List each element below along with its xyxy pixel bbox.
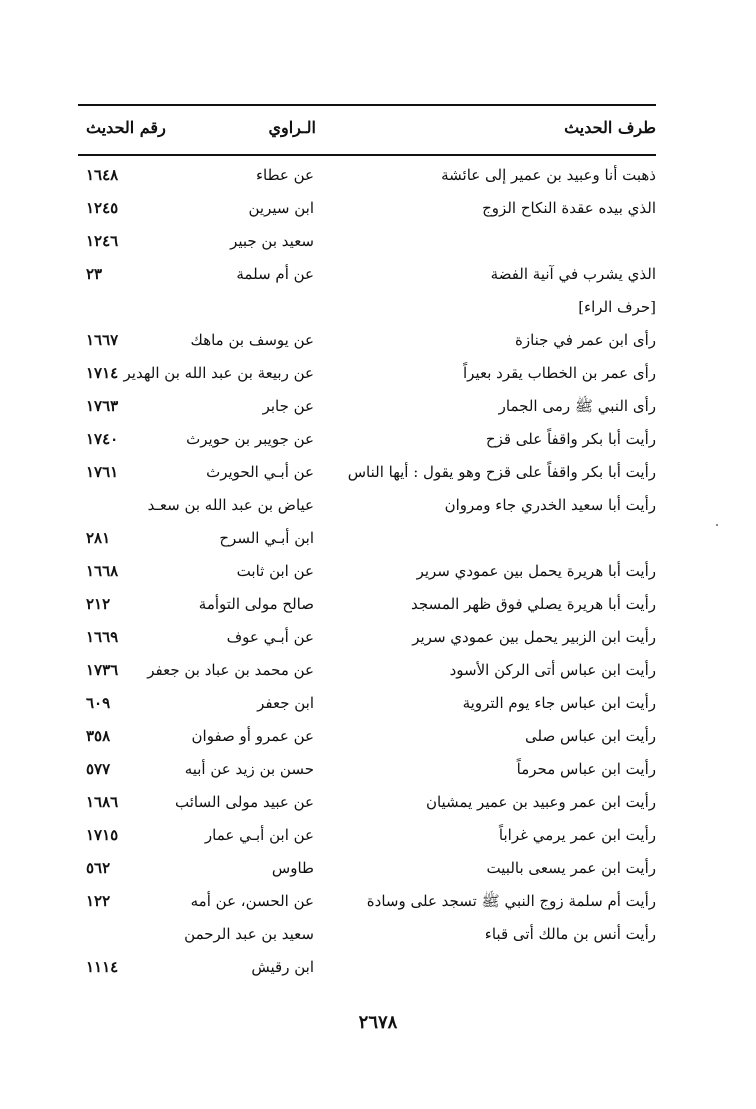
narrator-cell: عن يوسف بن ماهك bbox=[190, 331, 314, 349]
table-row bbox=[78, 688, 656, 721]
hadith-number-cell: ١٧٣٦ bbox=[86, 661, 119, 679]
hadith-number-cell: ١٢٢ bbox=[86, 892, 111, 910]
table-row bbox=[78, 325, 656, 358]
table-header bbox=[78, 112, 656, 148]
table-row bbox=[78, 259, 656, 292]
hadith-number-cell: ٢١٢ bbox=[86, 595, 111, 613]
hadith-number-cell: ١٧١٥ bbox=[86, 826, 119, 844]
table-row bbox=[78, 226, 656, 259]
hadith-cell: رأيت ابن عمر وعبيد بن عمير يمشيان bbox=[425, 793, 656, 811]
narrator-cell: ابن سيرين bbox=[248, 199, 314, 217]
table-row bbox=[78, 721, 656, 754]
hadith-number-cell: ٢٨١ bbox=[86, 529, 111, 547]
table-row bbox=[78, 820, 656, 853]
narrator-cell: سعيد بن جبير bbox=[230, 232, 314, 250]
narrator-cell: حسن بن زيد عن أبيه bbox=[184, 760, 314, 778]
page-number: ٢٦٧٨ bbox=[358, 1012, 398, 1033]
narrator-cell: طاوس bbox=[271, 859, 314, 877]
hadith-cell: الذي بيده عقدة النكاح الزوج bbox=[482, 199, 656, 217]
hadith-cell: رأيت أبا بكر واقفاً على قزح وهو يقول : أيها الناس bbox=[347, 463, 656, 481]
hadith-cell: رأيت ابن عباس أتى الركن الأسود bbox=[449, 661, 656, 679]
table-row bbox=[78, 787, 656, 820]
table-row bbox=[78, 919, 656, 952]
narrator-cell: عن ابن أبـي عمار bbox=[204, 826, 314, 844]
hadith-number-cell: ١٢٤٥ bbox=[86, 199, 119, 217]
hadith-cell: رأيت ابن عباس صلى bbox=[525, 727, 656, 745]
table-row bbox=[78, 457, 656, 490]
table-row bbox=[78, 556, 656, 589]
hadith-cell: رأى عمر بن الخطاب يقرد بعيراً bbox=[462, 364, 656, 382]
narrator-cell: صالح مولى التوأمة bbox=[198, 595, 314, 613]
narrator-cell: عن عمرو أو صفوان bbox=[191, 727, 314, 745]
hadith-number-cell: ١٧٤٠ bbox=[86, 430, 119, 448]
index-table-body bbox=[78, 160, 656, 985]
table-row bbox=[78, 655, 656, 688]
hadith-cell: الذي يشرب في آنية الفضة bbox=[490, 265, 656, 283]
table-row bbox=[78, 292, 656, 325]
table-row bbox=[78, 589, 656, 622]
hadith-cell: رأيت أبا هريرة يصلي فوق ظهر المسجد bbox=[410, 595, 656, 613]
hadith-number-cell: ١١١٤ bbox=[86, 958, 119, 976]
column-header-number: رقم الحديث bbox=[86, 118, 166, 137]
table-row bbox=[78, 391, 656, 424]
hadith-cell: رأى النبي ﷺ رمى الجمار bbox=[498, 397, 656, 415]
narrator-cell: عن ابن ثابت bbox=[236, 562, 314, 580]
hadith-number-cell: ١٧١٤ bbox=[86, 364, 119, 382]
hadith-cell: رأى ابن عمر في جنازة bbox=[514, 331, 656, 349]
column-header-hadith: طرف الحديث bbox=[564, 118, 656, 137]
hadith-number-cell: ٦٠٩ bbox=[86, 694, 111, 712]
hadith-cell: رأيت ابن الزبير يحمل بين عمودي سرير bbox=[412, 628, 656, 646]
stray-dot bbox=[716, 524, 718, 526]
hadith-number-cell: ١٢٤٦ bbox=[86, 232, 119, 250]
hadith-number-cell: ١٦٤٨ bbox=[86, 166, 119, 184]
hadith-cell: رأيت أبا بكر واقفاً على قزح bbox=[485, 430, 656, 448]
table-row bbox=[78, 490, 656, 523]
table-row bbox=[78, 358, 656, 391]
table-row bbox=[78, 952, 656, 985]
hadith-cell: رأيت ابن عباس جاء يوم التروية bbox=[462, 694, 656, 712]
narrator-cell: عن أبـي عوف bbox=[226, 628, 314, 646]
narrator-cell: سعيد بن عبد الرحمن bbox=[184, 925, 314, 943]
narrator-cell: ابن جعفر bbox=[257, 694, 314, 712]
narrator-cell: عياض بن عبد الله بن سعـد bbox=[147, 496, 314, 514]
hadith-cell: رأيت ابن عمر يسعى بالبيت bbox=[486, 859, 656, 877]
narrator-cell: عن ربيعة بن عبد الله بن الهدير bbox=[123, 364, 314, 382]
hadith-number-cell: ١٧٦١ bbox=[86, 463, 119, 481]
narrator-cell: عن الحسن، عن أمه bbox=[190, 892, 314, 910]
hadith-number-cell: ٥٧٧ bbox=[86, 760, 111, 778]
narrator-cell: عن عطاء bbox=[255, 166, 314, 184]
narrator-cell: ابن أبـي السرح bbox=[219, 529, 314, 547]
narrator-cell: عن عبيد مولى السائب bbox=[175, 793, 314, 811]
table-row bbox=[78, 886, 656, 919]
table-row bbox=[78, 193, 656, 226]
table-row bbox=[78, 424, 656, 457]
table-row bbox=[78, 853, 656, 886]
narrator-cell: عن أم سلمة bbox=[236, 265, 314, 283]
hadith-number-cell: ١٧٦٣ bbox=[86, 397, 119, 415]
table-row bbox=[78, 622, 656, 655]
hadith-number-cell: ١٦٦٧ bbox=[86, 331, 119, 349]
narrator-cell: عن أبـي الحويرث bbox=[206, 463, 314, 481]
hadith-cell: رأيت أبا هريرة يحمل بين عمودي سرير bbox=[416, 562, 656, 580]
narrator-cell: ابن رقيش bbox=[251, 958, 314, 976]
table-row bbox=[78, 523, 656, 556]
header-rule bbox=[78, 154, 656, 156]
hadith-cell: رأيت أنس بن مالك أتى قباء bbox=[484, 925, 656, 943]
hadith-number-cell: ١٦٦٩ bbox=[86, 628, 119, 646]
hadith-number-cell: ٢٣ bbox=[86, 265, 103, 283]
hadith-number-cell: ١٦٨٦ bbox=[86, 793, 119, 811]
hadith-cell: ذهبت أنا وعبيد بن عمير إلى عائشة bbox=[441, 166, 656, 184]
narrator-cell: عن جابر bbox=[262, 397, 314, 415]
hadith-cell: رأيت ابن عباس محرماً bbox=[516, 760, 656, 778]
hadith-number-cell: ٥٦٢ bbox=[86, 859, 111, 877]
table-row bbox=[78, 160, 656, 193]
hadith-cell: رأيت ابن عمر يرمي غراباً bbox=[498, 826, 656, 844]
hadith-number-cell: ٣٥٨ bbox=[86, 727, 111, 745]
hadith-cell: [حرف الراء] bbox=[578, 298, 656, 316]
hadith-number-cell: ١٦٦٨ bbox=[86, 562, 119, 580]
hadith-cell: رأيت أبا سعيد الخدري جاء ومروان bbox=[444, 496, 656, 514]
table-row bbox=[78, 754, 656, 787]
hadith-cell: رأيت أم سلمة زوج النبي ﷺ تسجد على وسادة bbox=[366, 892, 656, 910]
column-header-narrator: الـراوي bbox=[268, 118, 316, 137]
narrator-cell: عن محمد بن عباد بن جعفر bbox=[147, 661, 314, 679]
narrator-cell: عن جويبر بن حويرث bbox=[186, 430, 314, 448]
top-rule bbox=[78, 104, 656, 106]
